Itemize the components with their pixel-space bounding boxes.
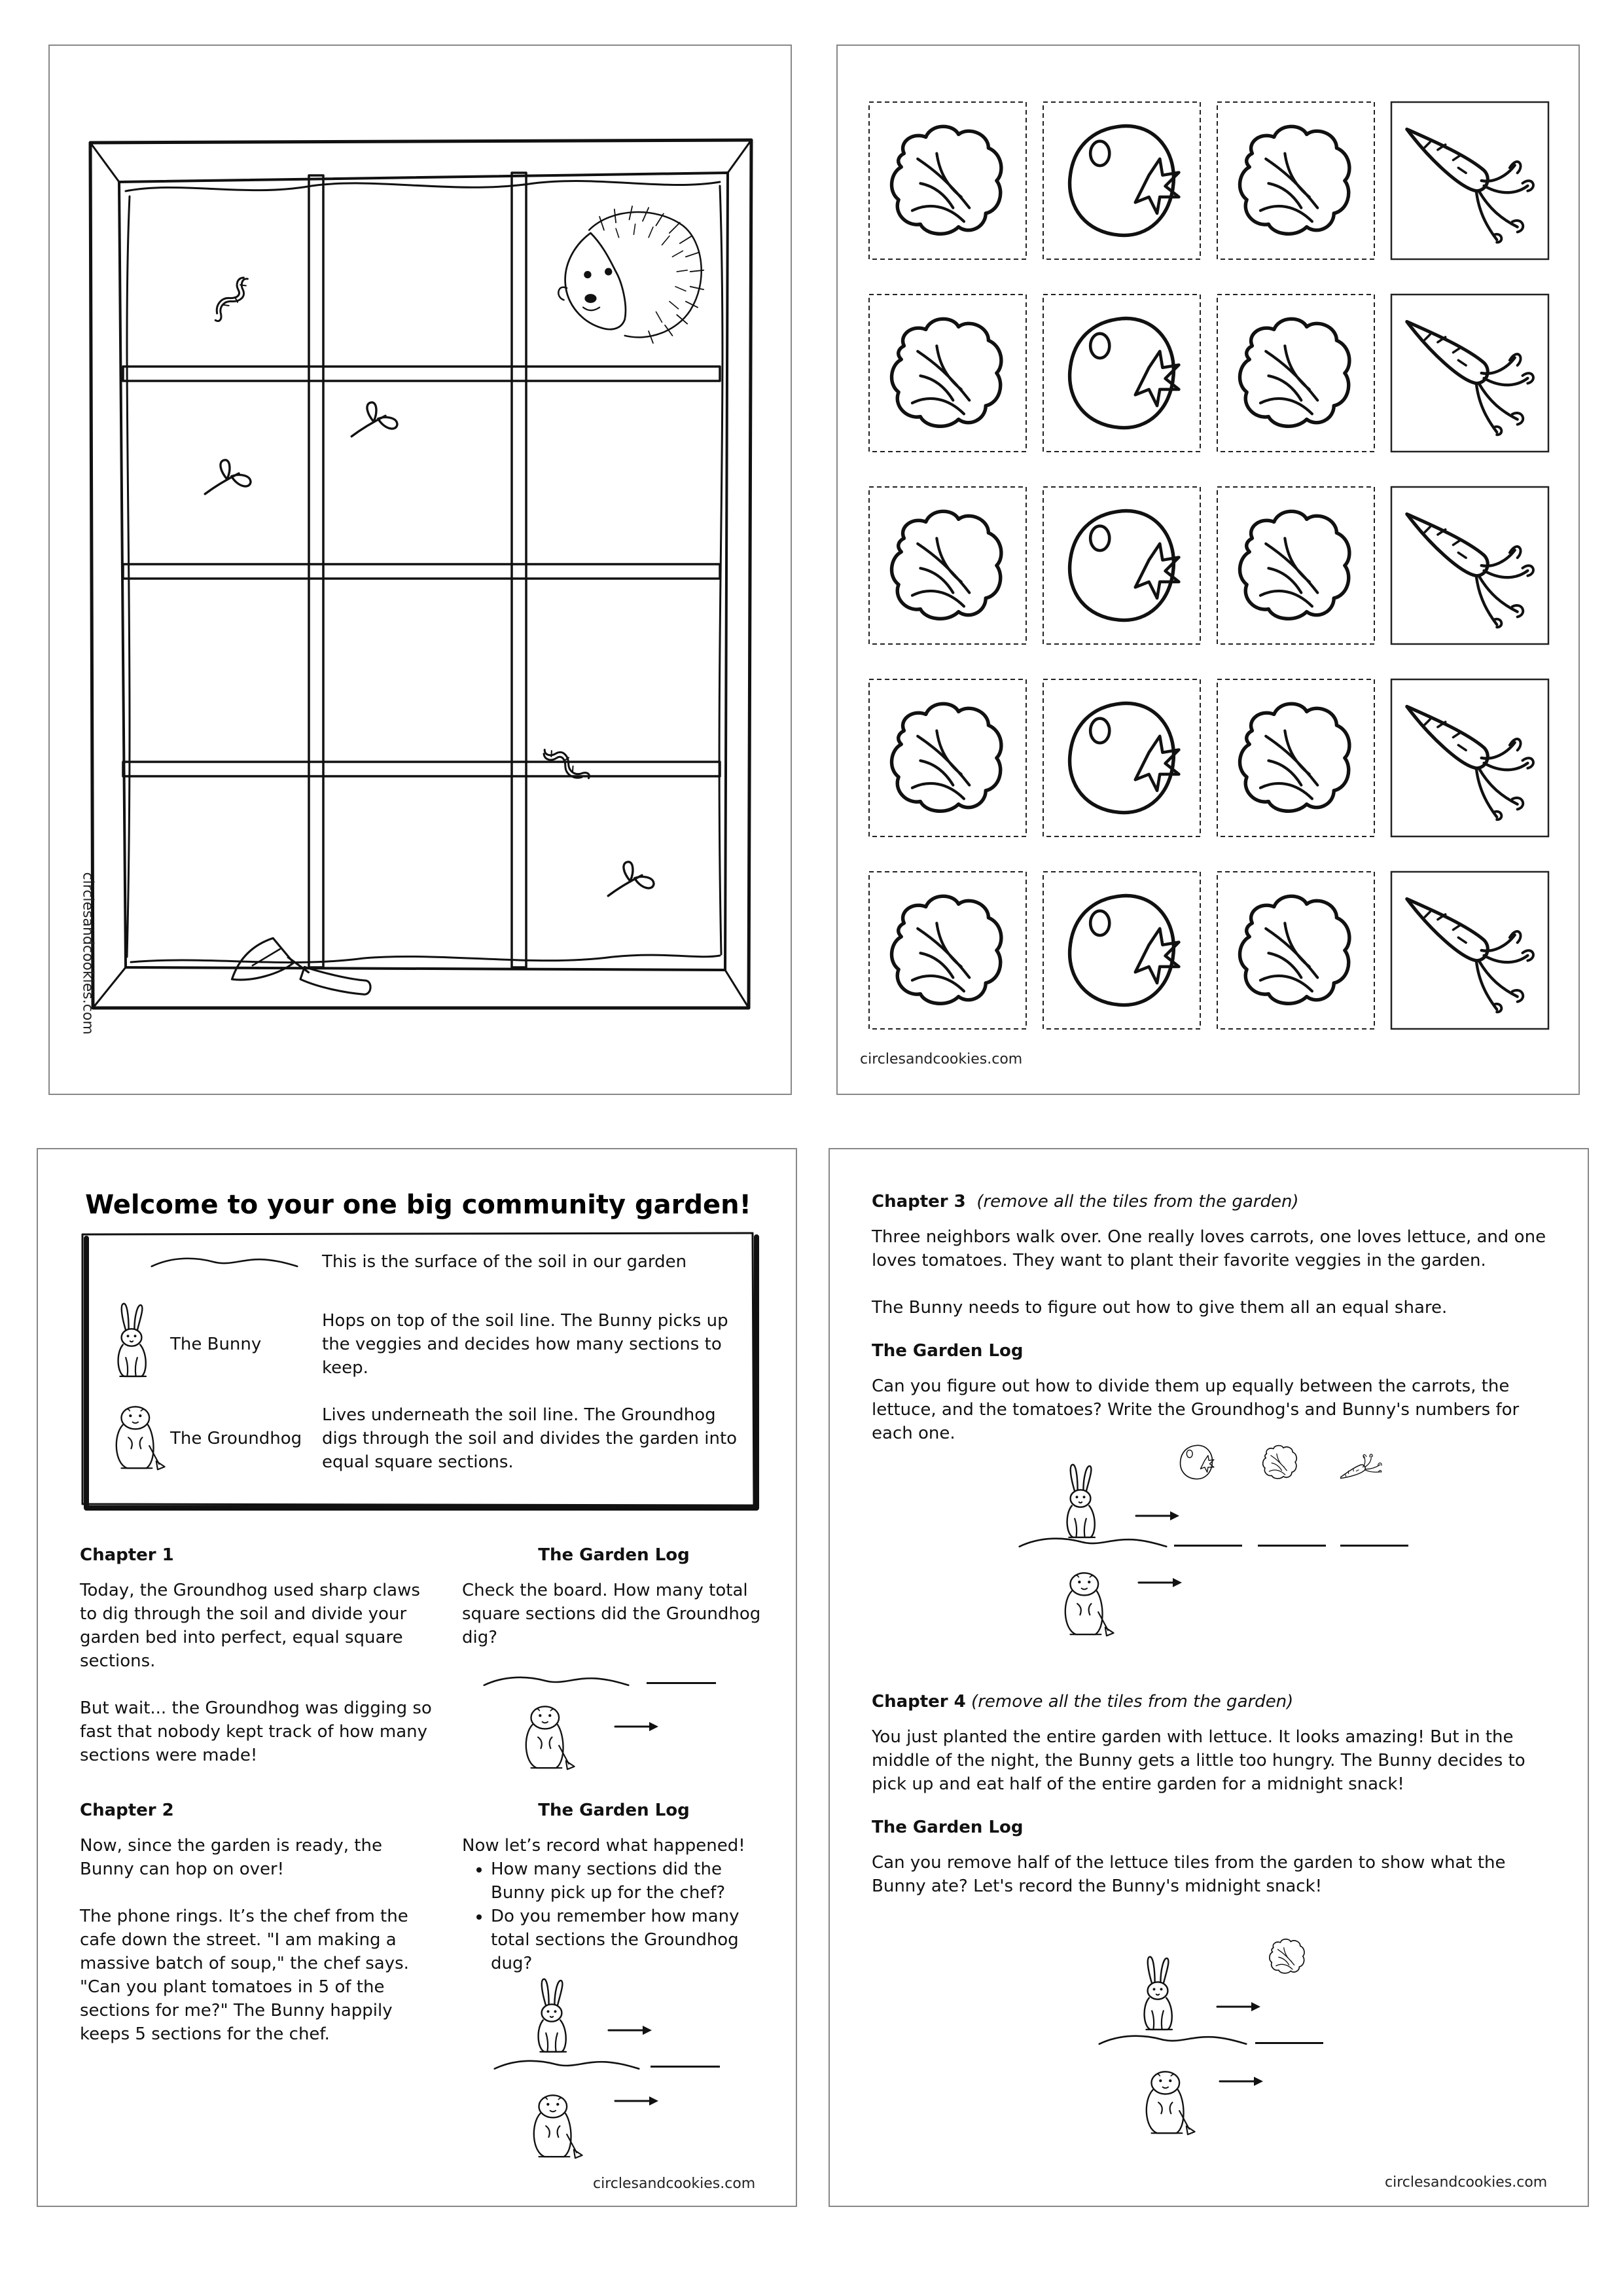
arrow-icon [614, 2094, 660, 2108]
lettuce-icon [1240, 704, 1349, 811]
log2-text [462, 1834, 776, 1975]
veggie-tile[interactable] [1217, 295, 1374, 452]
credit-text: circlesandcookies.com [1385, 2174, 1548, 2191]
chapter2-p1: Now, since the garden is ready, the Bunny can hop on over! [80, 1836, 382, 1879]
lettuce-icon [1240, 126, 1349, 234]
chapter4-note: (remove all the tiles from the garden) [971, 1692, 1294, 1712]
page-title: Welcome to your one big community garden! [85, 1190, 751, 1220]
tomato-icon [1070, 704, 1179, 813]
veggie-tile[interactable] [869, 679, 1026, 836]
answer-blank[interactable] [1255, 2042, 1323, 2044]
veggie-tile[interactable] [1043, 679, 1200, 836]
lettuce-icon [1240, 511, 1349, 619]
log4-heading: The Garden Log [872, 1818, 1024, 1837]
answer-blank-tomato[interactable] [1174, 1545, 1242, 1547]
log3-text: Can you figure out how to divide them up equally between the carrots, the lettuce, and the tomatoes? Write the Groundhog's and Bunny's numbers for each one. [872, 1376, 1520, 1443]
veggie-tile[interactable] [1391, 679, 1548, 836]
sprout-icon [198, 456, 257, 500]
soil-line-icon [493, 2054, 640, 2073]
answer-blank[interactable] [647, 1682, 716, 1684]
veggie-tile[interactable] [1217, 872, 1374, 1029]
log2-heading: The Garden Log [538, 1801, 690, 1820]
page-veggie-tiles [836, 45, 1580, 1095]
lettuce-icon [892, 896, 1001, 1003]
groundhog-icon [524, 2085, 586, 2162]
veggie-tile[interactable] [869, 295, 1026, 452]
bunny-description: Hops on top of the soil line. The Bunny picks up the veggies and decides how many sections to keep. [322, 1311, 728, 1378]
soil-line-icon [151, 1251, 298, 1271]
log4-text: Can you remove half of the lettuce tiles from the garden to show what the Bunny ate? Let's record the Bunny's midnight snack! [872, 1853, 1506, 1896]
chapter4-heading: Chapter 4 [872, 1692, 966, 1712]
tomato-icon [1070, 511, 1179, 620]
chapter3-p1: Three neighbors walk over. One really loves carrots, one loves lettuce, and one loves tomatoes. They want to plant their favorite veggies in the garden. [872, 1227, 1546, 1270]
log2-question: • Do you remember how many total sections the Groundhog dug? [491, 1905, 776, 1975]
soil-description: This is the surface of the soil in our garden [322, 1252, 687, 1272]
bunny-icon [1136, 1954, 1179, 2034]
chapter2-p2: The phone rings. It’s the chef from the cafe down the street. "I am making a massive batch of soup," the chef says. "Can you plant tomatoes in 5 of the sections for me?" The Bunny happily keeps 5 sections for the chef. [80, 1907, 409, 2044]
soil-line-icon [1098, 2029, 1247, 2049]
chapter1-p2: But wait... the Groundhog was digging so fast that nobody kept track of how many sections were made! [80, 1698, 432, 1765]
soil-line-icon [1018, 1532, 1168, 1551]
chapter1-p1: Today, the Groundhog used sharp claws to dig through the soil and divide your garden bed into perfect, equal square sections. [80, 1581, 420, 1671]
lettuce-icon [892, 126, 1001, 234]
answer-blank-carrot[interactable] [1340, 1545, 1408, 1547]
trowel-icon [225, 924, 376, 1000]
page-chapters [829, 1148, 1589, 2207]
chapter3-heading: Chapter 3 [872, 1192, 966, 1211]
veggie-tile[interactable] [1391, 102, 1548, 259]
carrot-icon [1407, 129, 1533, 242]
bunny-icon [530, 1977, 573, 2056]
carrot-icon [1340, 1437, 1382, 1503]
lettuce-icon [892, 319, 1001, 426]
page-garden-board [48, 45, 792, 1095]
groundhog-icon [516, 1696, 579, 1774]
tomato-icon [1070, 896, 1179, 1005]
veggie-tile[interactable] [1043, 295, 1200, 452]
veggie-tiles [838, 46, 1581, 1096]
arrow-icon [1219, 2075, 1264, 2088]
veggie-tile[interactable] [1043, 487, 1200, 644]
carrot-icon [1407, 321, 1533, 435]
bunny-icon [1059, 1462, 1102, 1542]
groundhog-description: Lives underneath the soil line. The Groundhog digs through the soil and divides the garden into equal square sections. [322, 1405, 738, 1472]
hedgehog-icon [544, 200, 708, 364]
groundhog-icon [1136, 2062, 1199, 2139]
chapter2-heading: Chapter 2 [80, 1801, 174, 1820]
lettuce-icon [892, 511, 1001, 619]
carrot-icon [1407, 899, 1533, 1012]
bunny-icon [110, 1301, 153, 1381]
log1-heading: The Garden Log [538, 1545, 690, 1565]
answer-blank[interactable] [651, 2066, 720, 2068]
log3-heading: The Garden Log [872, 1341, 1024, 1361]
page-welcome [37, 1148, 797, 2207]
carrot-icon [1407, 706, 1533, 819]
lettuce-icon [892, 704, 1001, 811]
veggie-tile[interactable] [1391, 295, 1548, 452]
chapter1-heading: Chapter 1 [80, 1545, 174, 1565]
veggie-tile[interactable] [1043, 102, 1200, 259]
chapter3-p2: The Bunny needs to figure out how to give them all an equal share. [872, 1298, 1448, 1318]
tomato-icon [1070, 126, 1179, 236]
sprout-icon [601, 857, 660, 902]
arrow-icon [1137, 1576, 1183, 1589]
chapter3-title [872, 1190, 1299, 1213]
log2-question: • How many sections did the Bunny pick up for the chef? [491, 1857, 776, 1905]
veggie-tile[interactable] [869, 487, 1026, 644]
arrow-icon [614, 1720, 660, 1733]
groundhog-name: The Groundhog [170, 1429, 302, 1448]
veggie-tile[interactable] [1043, 872, 1200, 1029]
answer-blank-lettuce[interactable] [1258, 1545, 1326, 1547]
sprout-icon [344, 398, 403, 442]
lettuce-icon [1266, 1935, 1309, 1978]
tomato-icon [1070, 319, 1179, 428]
veggie-tile[interactable] [1217, 679, 1374, 836]
veggie-tile[interactable] [869, 872, 1026, 1029]
arrow-icon [1135, 1509, 1181, 1522]
groundhog-icon [106, 1397, 169, 1474]
soil-line-icon [483, 1670, 630, 1690]
veggie-tile[interactable] [1217, 102, 1374, 259]
credit-text: circlesandcookies.com [860, 1051, 1023, 1067]
chapter4-title [872, 1690, 1293, 1713]
bunny-name: The Bunny [170, 1335, 262, 1354]
log2-intro: Now let’s record what happened! [462, 1836, 745, 1856]
chapter4-text: You just planted the entire garden with lettuce. It looks amazing! But in the middle of the night, the Bunny gets a little too hungry. The Bunny decides to pick up and eat half of the entire garden for a midnight snack! [872, 1727, 1525, 1794]
lettuce-icon [1259, 1441, 1301, 1483]
arrow-icon [1216, 2000, 1262, 2013]
chapter1-text [80, 1579, 433, 1791]
veggie-tile[interactable] [869, 102, 1026, 259]
veggie-tile[interactable] [1391, 487, 1548, 644]
credit-text: circlesandcookies.com [593, 2176, 756, 2192]
credit-text: circlesandcookies.com [79, 872, 96, 1035]
log1-text: Check the board. How many total square sections did the Groundhog dig? [462, 1581, 761, 1647]
lettuce-icon [1240, 319, 1349, 426]
chapter2-text [80, 1834, 433, 2070]
veggie-tile[interactable] [1217, 487, 1374, 644]
chapter3-text [872, 1225, 1552, 1343]
chapter3-note: (remove all the tiles from the garden) [976, 1192, 1299, 1211]
lettuce-icon [1240, 896, 1349, 1003]
veggie-tile[interactable] [1391, 872, 1548, 1029]
log2-questions [462, 1857, 776, 1975]
arrow-icon [607, 2024, 653, 2037]
carrot-icon [1407, 514, 1533, 627]
tomato-icon [1175, 1441, 1217, 1483]
groundhog-icon [1055, 1563, 1118, 1640]
